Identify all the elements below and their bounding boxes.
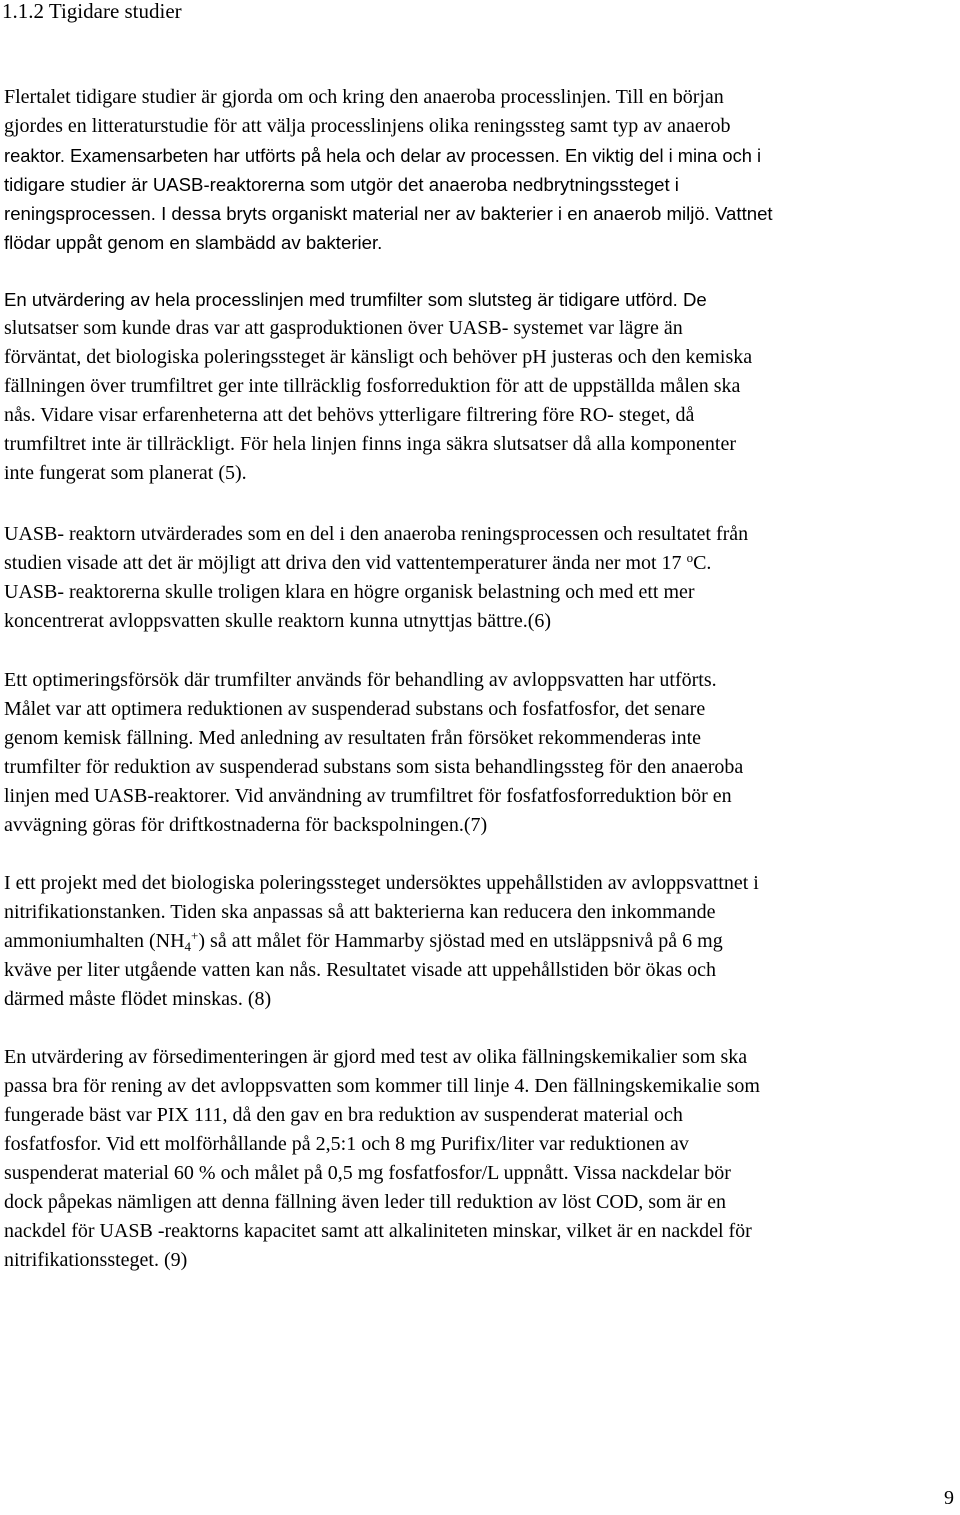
text-line: fosfatfosfor. Vid ett molförhållande på 2,5:1 och 8 mg Purifix/liter var reduktionen av <box>4 1133 689 1155</box>
text-line: passa bra för rening av det avloppsvatten som kommer till linje 4. Den fällningskemikalie som <box>4 1075 760 1097</box>
text-line: fällningen över trumfiltret ger inte tillräcklig fosforreduktion för att de uppställda målen ska <box>4 375 741 397</box>
text-line: En utvärdering av försedimenteringen är gjord med test av olika fällningskemikalier som ska <box>4 1046 748 1068</box>
text-line: nitrifikationstanken. Tiden ska anpassas så att bakterierna kan reducera den inkommande <box>4 901 716 923</box>
text-line: därmed måste flödet minskas. (8) <box>4 988 272 1010</box>
text-line: Ett optimeringsförsök där trumfilter används för behandling av avloppsvatten har utförts. <box>4 669 717 691</box>
page-number: 9 <box>944 1487 954 1509</box>
paragraph-4 <box>4 666 956 840</box>
text-line: inte fungerat som planerat (5). <box>4 462 247 484</box>
text-segment: ammoniumhalten (NH <box>4 930 185 952</box>
text-line: UASB- reaktorerna skulle troligen klara en högre organisk belastning och med ett mer <box>4 581 695 603</box>
paragraph-1 <box>4 83 956 257</box>
text-line: slutsatser som kunde dras var att gasproduktionen över UASB- systemet var lägre än <box>4 317 683 339</box>
text-segment: C. <box>693 552 712 574</box>
text-line: kväve per liter utgående vatten kan nås. Resultatet visade att uppehållstiden bör ökas och <box>4 959 716 981</box>
text-line: trumfilter för reduktion av suspenderad substans som sista behandlingssteg för den anaeroba <box>4 756 744 778</box>
section-heading: 1.1.2 Tigidare studier <box>2 0 182 23</box>
text-line: nås. Vidare visar erfarenheterna att det behövs ytterligare filtrering före RO- steget, då <box>4 404 695 426</box>
text-line <box>4 549 956 578</box>
text-line: reningsprocessen. I dessa bryts organiskt material ner av bakterier i en anaerob miljö. Vattnet <box>4 203 773 224</box>
text-segment: studien visade att det är möjligt att driva den vid vattentemperaturer ända ner mot 17 <box>4 552 687 574</box>
paragraph-6 <box>4 1043 956 1275</box>
text-line: avvägning göras för driftkostnaderna för backspolningen.(7) <box>4 814 488 836</box>
paragraph-2 <box>4 285 956 488</box>
text-line: nitrifikationssteget. (9) <box>4 1249 188 1271</box>
text-line: förväntat, det biologiska poleringssteget är känsligt och behöver pH justeras och den kemiska <box>4 346 753 368</box>
text-line: Målet var att optimera reduktionen av suspenderad substans och fosfatfosfor, det senare <box>4 698 706 720</box>
text-line: dock påpekas nämligen att denna fällning även leder till reduktion av löst COD, som är en <box>4 1191 727 1213</box>
text-line: reaktor. Examensarbeten har utförts på hela och delar av processen. En viktig del i mina och i <box>4 145 762 166</box>
text-line: nackdel för UASB -reaktorns kapacitet samt att alkaliniteten minskar, vilket är en nackdel för <box>4 1220 752 1242</box>
text-line: trumfiltret inte är tillräckligt. För hela linjen finns inga säkra slutsatser då alla komponenter <box>4 433 737 455</box>
text-line <box>4 927 956 956</box>
degree-superscript: o <box>686 550 694 565</box>
text-line: tidigare studier är UASB-reaktorerna som utgör det anaeroba nedbrytningssteget i <box>4 174 679 195</box>
text-line: genom kemisk fällning. Med anledning av resultaten från försöket rekommenderas inte <box>4 727 702 749</box>
text-line: linjen med UASB-reaktorer. Vid användning av trumfiltret för fosfatfosforreduktion bör en <box>4 785 732 807</box>
text-line: suspenderat material 60 % och målet på 0,5 mg fosfatfosfor/L uppnått. Vissa nackdelar bör <box>4 1162 731 1184</box>
text-line: fungerade bäst var PIX 111, då den gav en bra reduktion av suspenderat material och <box>4 1104 683 1126</box>
subscript: 4 <box>184 939 192 954</box>
text-line: Flertalet tidigare studier är gjorda om och kring den anaeroba processlinjen. Till en början <box>4 86 724 108</box>
paragraph-5 <box>4 869 956 1014</box>
superscript: + <box>191 928 199 943</box>
paragraph-3 <box>4 520 956 636</box>
text-line: I ett projekt med det biologiska poleringssteget undersöktes uppehållstiden av avloppsvattnet i <box>4 872 759 894</box>
text-line: En utvärdering av hela processlinjen med trumfilter som slutsteg är tidigare utförd. De <box>4 289 707 310</box>
text-segment: ) så att målet för Hammarby sjöstad med en utsläppsnivå på 6 mg <box>198 930 723 952</box>
text-line: flödar uppåt genom en slambädd av bakterier. <box>4 232 383 253</box>
text-line: koncentrerat avloppsvatten skulle reaktorn kunna utnyttjas bättre.(6) <box>4 610 552 632</box>
text-line: gjordes en litteraturstudie för att välja processlinjens olika reningssteg samt typ av anaerob <box>4 115 731 137</box>
text-line: UASB- reaktorn utvärderades som en del i den anaeroba reningsprocessen och resultatet från <box>4 523 749 545</box>
